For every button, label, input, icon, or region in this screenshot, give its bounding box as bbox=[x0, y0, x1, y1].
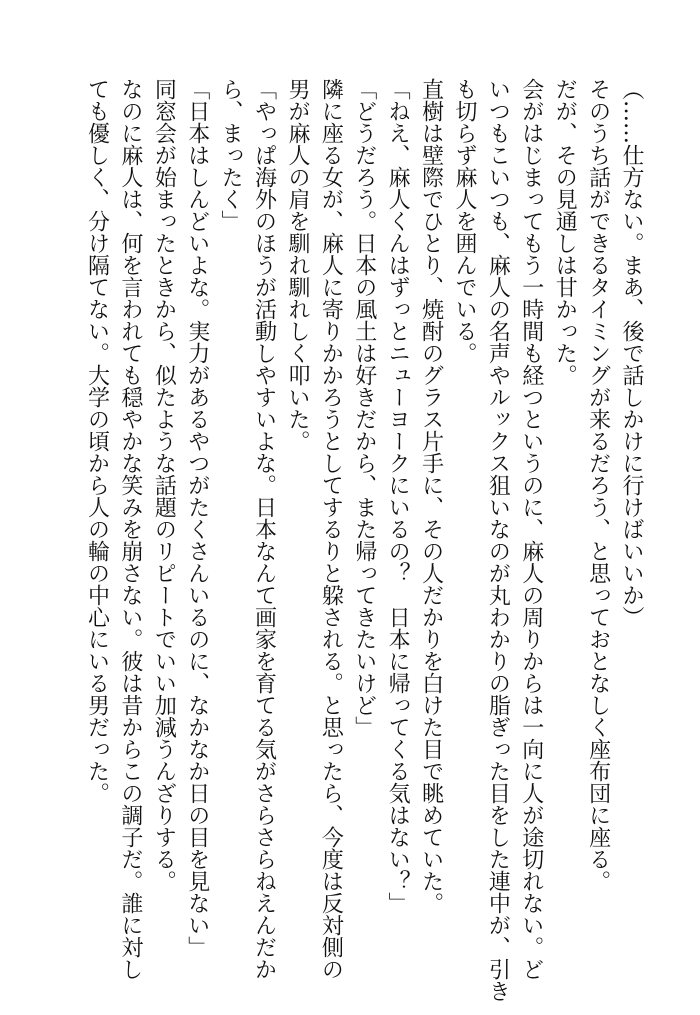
text-line: 同窓会が始まったときから、似たような話題のリピートでいい加減うんざりする。 bbox=[151, 78, 177, 892]
text-line: 「やっぱ海外のほうが活動しやすいよな。日本なんて画家を育てる気がさらさらねえんだか bbox=[251, 78, 277, 980]
text-line: 隣に座る女が、麻人に寄りかかろうとしてするりと躱される。と思ったら、今度は反対側の bbox=[318, 78, 344, 980]
text-line: 会がはじまってもう一時間も経つというのに、麻人の周りからは一向に人が途切れない。ど bbox=[518, 78, 544, 980]
text-line: 「ねえ、麻人くんはずっとニューヨークにいるの？ 日本に帰ってくる気はない？」 bbox=[385, 78, 411, 914]
text-line: なのに麻人は、何を言われても穏やかな笑みを崩さない。彼は昔からこの調子だ。誰に対し bbox=[117, 78, 143, 980]
text-line: 男が麻人の肩を馴れ馴れしく叩いた。 bbox=[284, 78, 310, 452]
vertical-text-body bbox=[80, 78, 648, 1002]
text-line: 直樹は壁際でひとり、焼酎のグラス片手に、その人だかりを白けた目で眺めていた。 bbox=[418, 78, 444, 914]
text-line: そのうち話ができるタイミングが来るだろう、と思っておとなしく座布団に座る。 bbox=[585, 78, 611, 892]
text-line: 「日本はしんどいよな。実力があるやつがたくさんいるのに、なかなか日の目を見ない」 bbox=[184, 78, 210, 958]
text-line: ても優しく、分け隔てない。大学の頃から人の輪の中心にいる男だった。 bbox=[84, 78, 110, 804]
text-line: ら、まったく」 bbox=[218, 78, 244, 232]
text-line: も切らず麻人を囲んでいる。 bbox=[451, 78, 477, 364]
text-line: いつもこいつも、麻人の名声やルックス狙いなのが丸わかりの脂ぎった目をした連中が、引き bbox=[485, 78, 511, 1002]
text-line: （……仕方ない。まあ、後で話しかけに行けばいいか） bbox=[619, 78, 644, 628]
text-line: 「どうだろう。日本の風土は好きだから、また帰ってきたいけど」 bbox=[351, 78, 377, 738]
text-line: だが、その見通しは甘かった。 bbox=[552, 78, 578, 386]
